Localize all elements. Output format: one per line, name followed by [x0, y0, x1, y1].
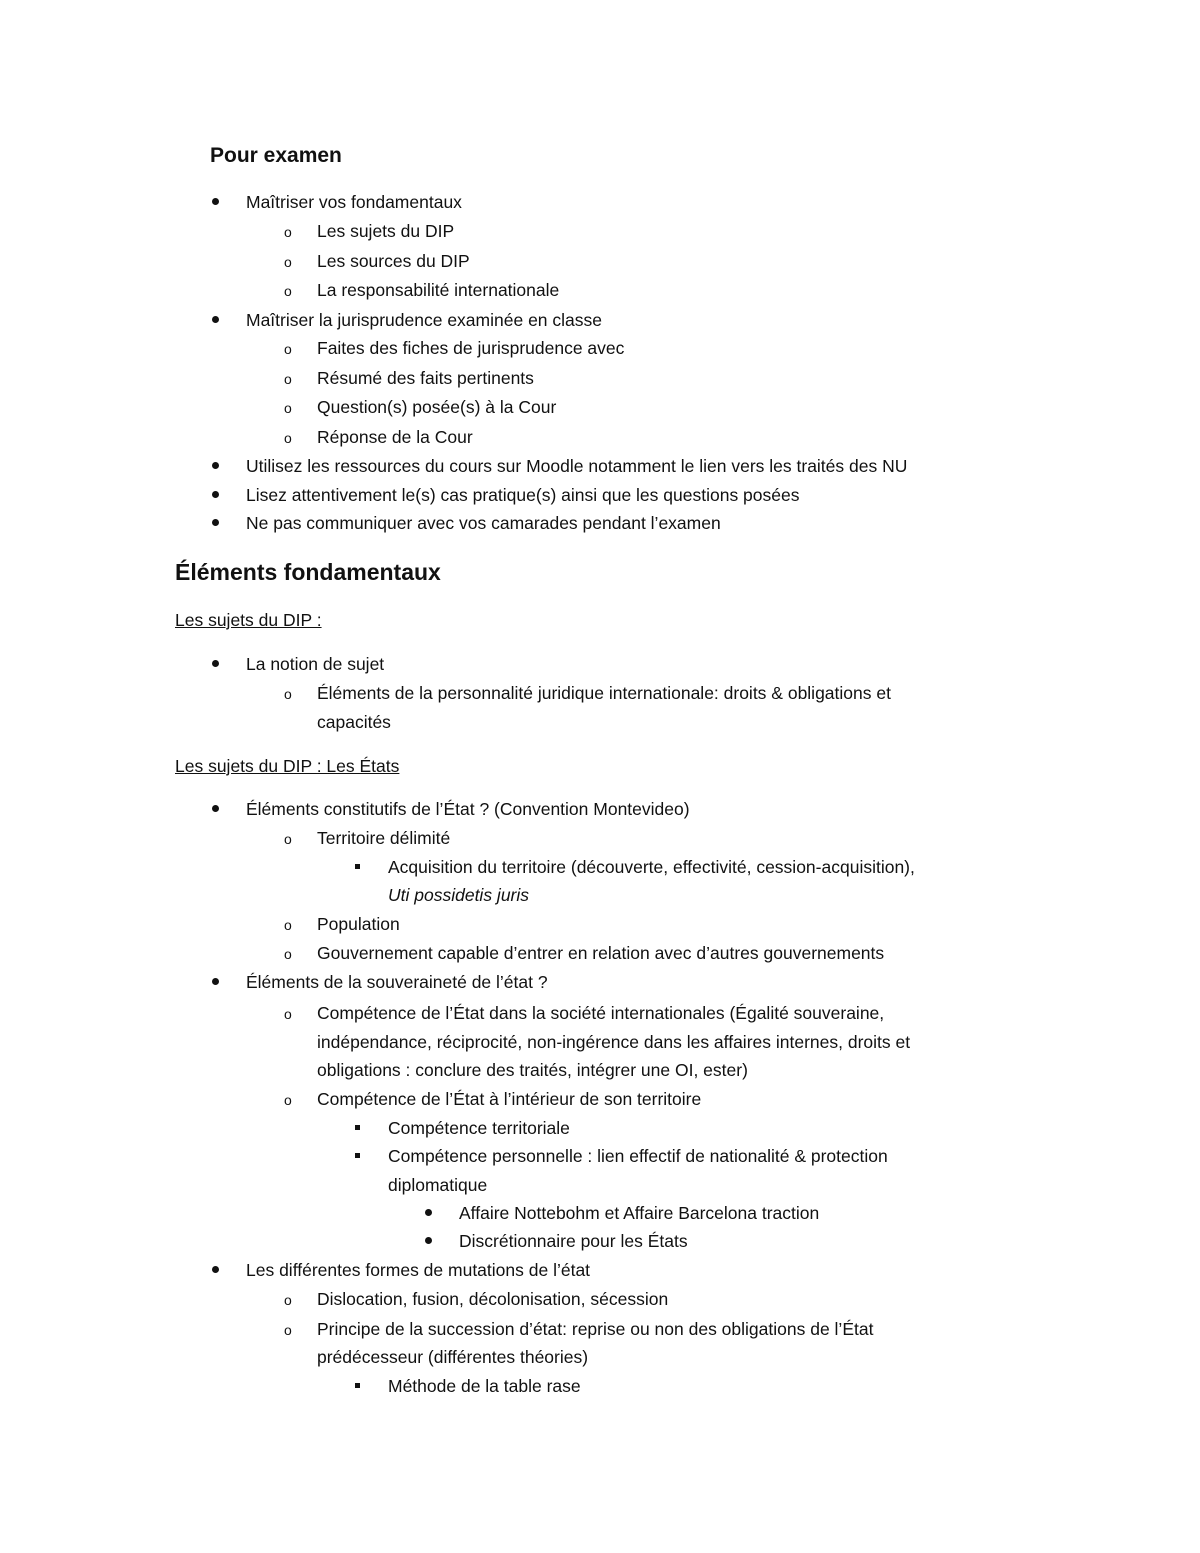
subjects-heading: Les sujets du DIP : [175, 610, 322, 630]
exam-item: Ne pas communiquer avec vos camarades pendant l’examen [246, 513, 721, 533]
circle-bullet-icon: o [284, 1006, 292, 1022]
bullet-icon [212, 1266, 219, 1273]
exam-item: Lisez attentivement le(s) cas pratique(s) ainsi que les questions posées [246, 485, 800, 505]
states-item: Affaire Nottebohm et Affaire Barcelona traction [459, 1203, 820, 1223]
states-item: indépendance, réciprocité, non-ingérence dans les affaires internes, droits et [317, 1032, 911, 1052]
bullet-icon [212, 660, 219, 667]
states-item: Population [317, 914, 400, 934]
bullet-icon [425, 1209, 432, 1216]
states-item: Principe de la succession d’état: reprise ou non des obligations de l’État [317, 1319, 874, 1339]
bullet-icon [212, 316, 219, 323]
exam-item: Question(s) posée(s) à la Cour [317, 397, 557, 417]
circle-bullet-icon: o [284, 1292, 292, 1308]
states-item: Éléments de la souveraineté de l’état ? [246, 972, 548, 992]
circle-bullet-icon: o [284, 1092, 292, 1108]
exam-item: Maîtriser vos fondamentaux [246, 192, 462, 212]
states-item: Compétence de l’État à l’intérieur de son territoire [317, 1089, 702, 1109]
states-item: Compétence personnelle : lien effectif de nationalité & protection [388, 1146, 888, 1166]
bullet-icon [212, 519, 219, 526]
states-heading: Les sujets du DIP : Les États [175, 756, 400, 776]
bullet-icon [425, 1237, 432, 1244]
bullet-icon [212, 491, 219, 498]
square-bullet-icon [355, 1125, 360, 1130]
exam-item: Les sources du DIP [317, 251, 470, 271]
states-item: Méthode de la table rase [388, 1376, 581, 1396]
subjects-item: Éléments de la personnalité juridique internationale: droits & obligations et [317, 683, 891, 703]
circle-bullet-icon: o [284, 341, 292, 357]
exam-item: Les sujets du DIP [317, 221, 455, 241]
states-item: Uti possidetis juris [388, 885, 530, 905]
circle-bullet-icon: o [284, 283, 292, 299]
fundamentals-heading: Éléments fondamentaux [175, 559, 441, 585]
circle-bullet-icon: o [284, 831, 292, 847]
exam-item: Utilisez les ressources du cours sur Moodle notamment le lien vers les traités des NU [246, 456, 908, 476]
bullet-icon [212, 198, 219, 205]
subjects-item: La notion de sujet [246, 654, 385, 674]
circle-bullet-icon: o [284, 430, 292, 446]
exam-item: Faites des fiches de jurisprudence avec [317, 338, 625, 358]
circle-bullet-icon: o [284, 400, 292, 416]
subjects-item: capacités [317, 712, 391, 732]
states-item: Gouvernement capable d’entrer en relation avec d’autres gouvernements [317, 943, 885, 963]
states-item: Dislocation, fusion, décolonisation, sécession [317, 1289, 669, 1309]
states-item: prédécesseur (différentes théories) [317, 1347, 589, 1367]
states-item: Territoire délimité [317, 828, 451, 848]
circle-bullet-icon: o [284, 224, 292, 240]
exam-item: Réponse de la Cour [317, 427, 473, 447]
states-item: Les différentes formes de mutations de l’état [246, 1260, 591, 1280]
states-item: Éléments constitutifs de l’État ? (Convention Montevideo) [246, 799, 690, 819]
states-item: Discrétionnaire pour les États [459, 1231, 688, 1251]
square-bullet-icon [355, 1153, 360, 1158]
states-item: diplomatique [388, 1175, 488, 1195]
states-item: obligations : conclure des traités, intégrer une OI, ester) [317, 1060, 748, 1080]
exam-heading: Pour examen [210, 144, 342, 167]
states-item: Compétence territoriale [388, 1118, 570, 1138]
bullet-icon [212, 805, 219, 812]
exam-item: La responsabilité internationale [317, 280, 560, 300]
bullet-icon [212, 462, 219, 469]
circle-bullet-icon: o [284, 371, 292, 387]
circle-bullet-icon: o [284, 254, 292, 270]
states-item: Compétence de l’État dans la société internationales (Égalité souveraine, [317, 1003, 885, 1023]
circle-bullet-icon: o [284, 686, 292, 702]
exam-item: Maîtriser la jurisprudence examinée en classe [246, 310, 602, 330]
exam-item: Résumé des faits pertinents [317, 368, 534, 388]
states-item: Acquisition du territoire (découverte, effectivité, cession-acquisition), [388, 857, 915, 877]
bullet-icon [212, 978, 219, 985]
square-bullet-icon [355, 1383, 360, 1388]
circle-bullet-icon: o [284, 917, 292, 933]
square-bullet-icon [355, 864, 360, 869]
circle-bullet-icon: o [284, 1322, 292, 1338]
circle-bullet-icon: o [284, 946, 292, 962]
